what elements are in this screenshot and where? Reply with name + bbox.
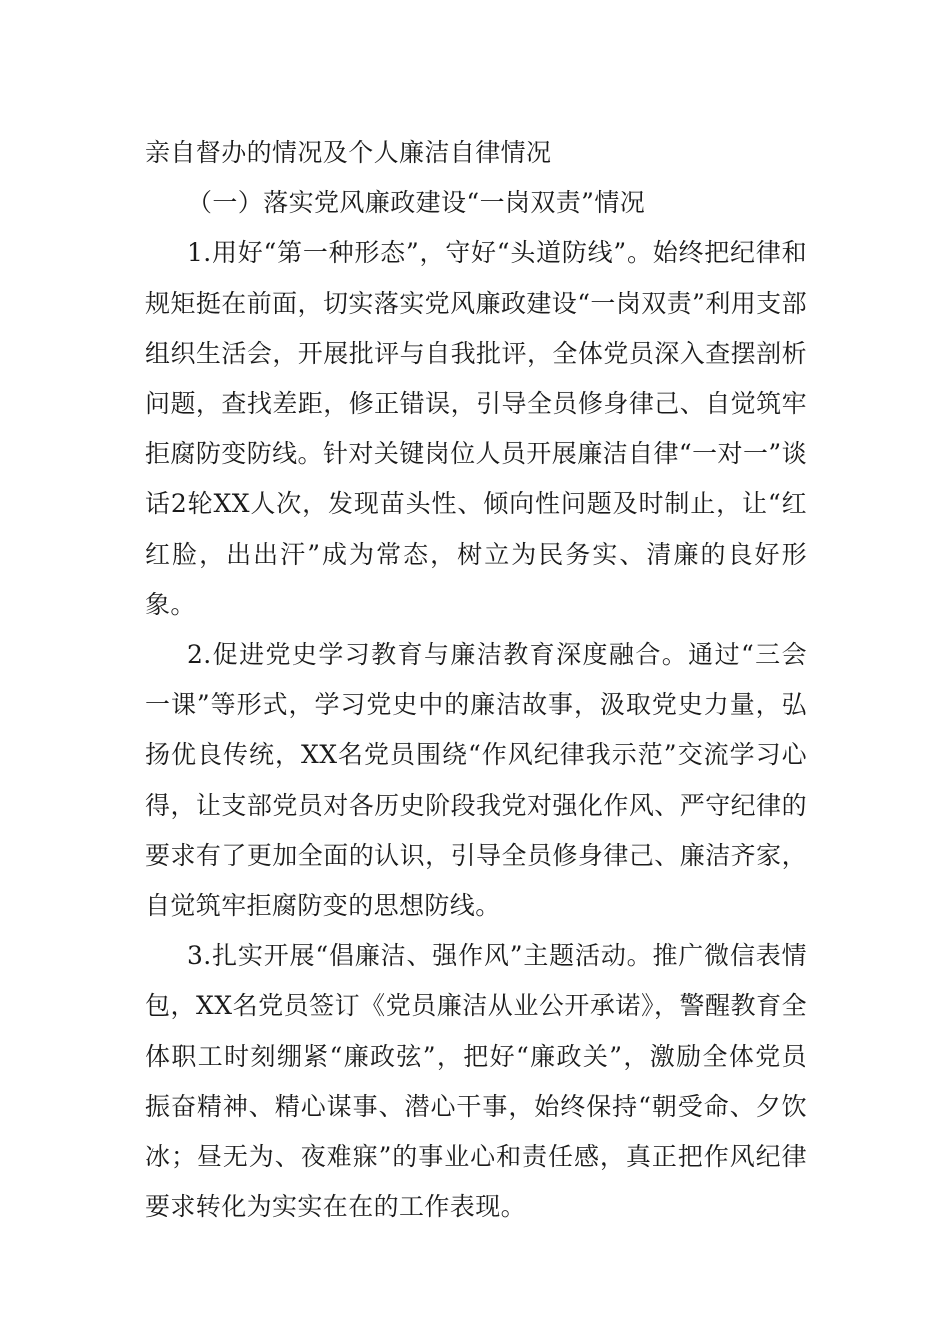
paragraph-3: 3.扎实开展“倡廉洁、强作风”主题活动。推广微信表情包，XX名党员签订《党员廉洁从业公开承诺》，警醒教育全体职工时刻绷紧“廉政弦”，把好“廉政关”，激励全体党员振奋精神、精心谋事、潜心干事，始终保持“朝受命、夕饮冰；昼无为、夜难寐”的事业心和责任感，真正把作风纪律要求转化为实实在在的工作表现。 [145,941,807,1222]
paragraph-2: 2.促进党史学习教育与廉洁教育深度融合。通过“三会一课”等形式，学习党史中的廉洁故事，汲取党史力量，弘扬优良传统，XX名党员围绕“作风纪律我示范”交流学习心得，让支部党员对各历史阶段我党对强化作风、严守纪律的要求有了更加全面的认识，引导全员修身律己、廉洁齐家，自觉筑牢拒腐防变的思想防线。 [145,640,807,921]
paragraph-1: 1.用好“第一种形态”，守好“头道防线”。始终把纪律和规矩挺在前面，切实落实党风廉政建设“一岗双责”利用支部组织生活会，开展批评与自我批评，全体党员深入查摆剖析问题，查找差距，修正错误，引导全员修身律己、自觉筑牢拒腐防变防线。针对关键岗位人员开展廉洁自律“一对一”谈话2轮XX人次，发现苗头性、倾向性问题及时制止，让“红红脸，出出汗”成为常态，树立为民务实、清廉的良好形象。 [145,238,807,619]
section-heading: （一）落实党风廉政建设“一岗双责”情况 [187,188,646,218]
lead-line: 亲自督办的情况及个人廉洁自律情况 [145,138,552,167]
document-body [145,128,807,1232]
